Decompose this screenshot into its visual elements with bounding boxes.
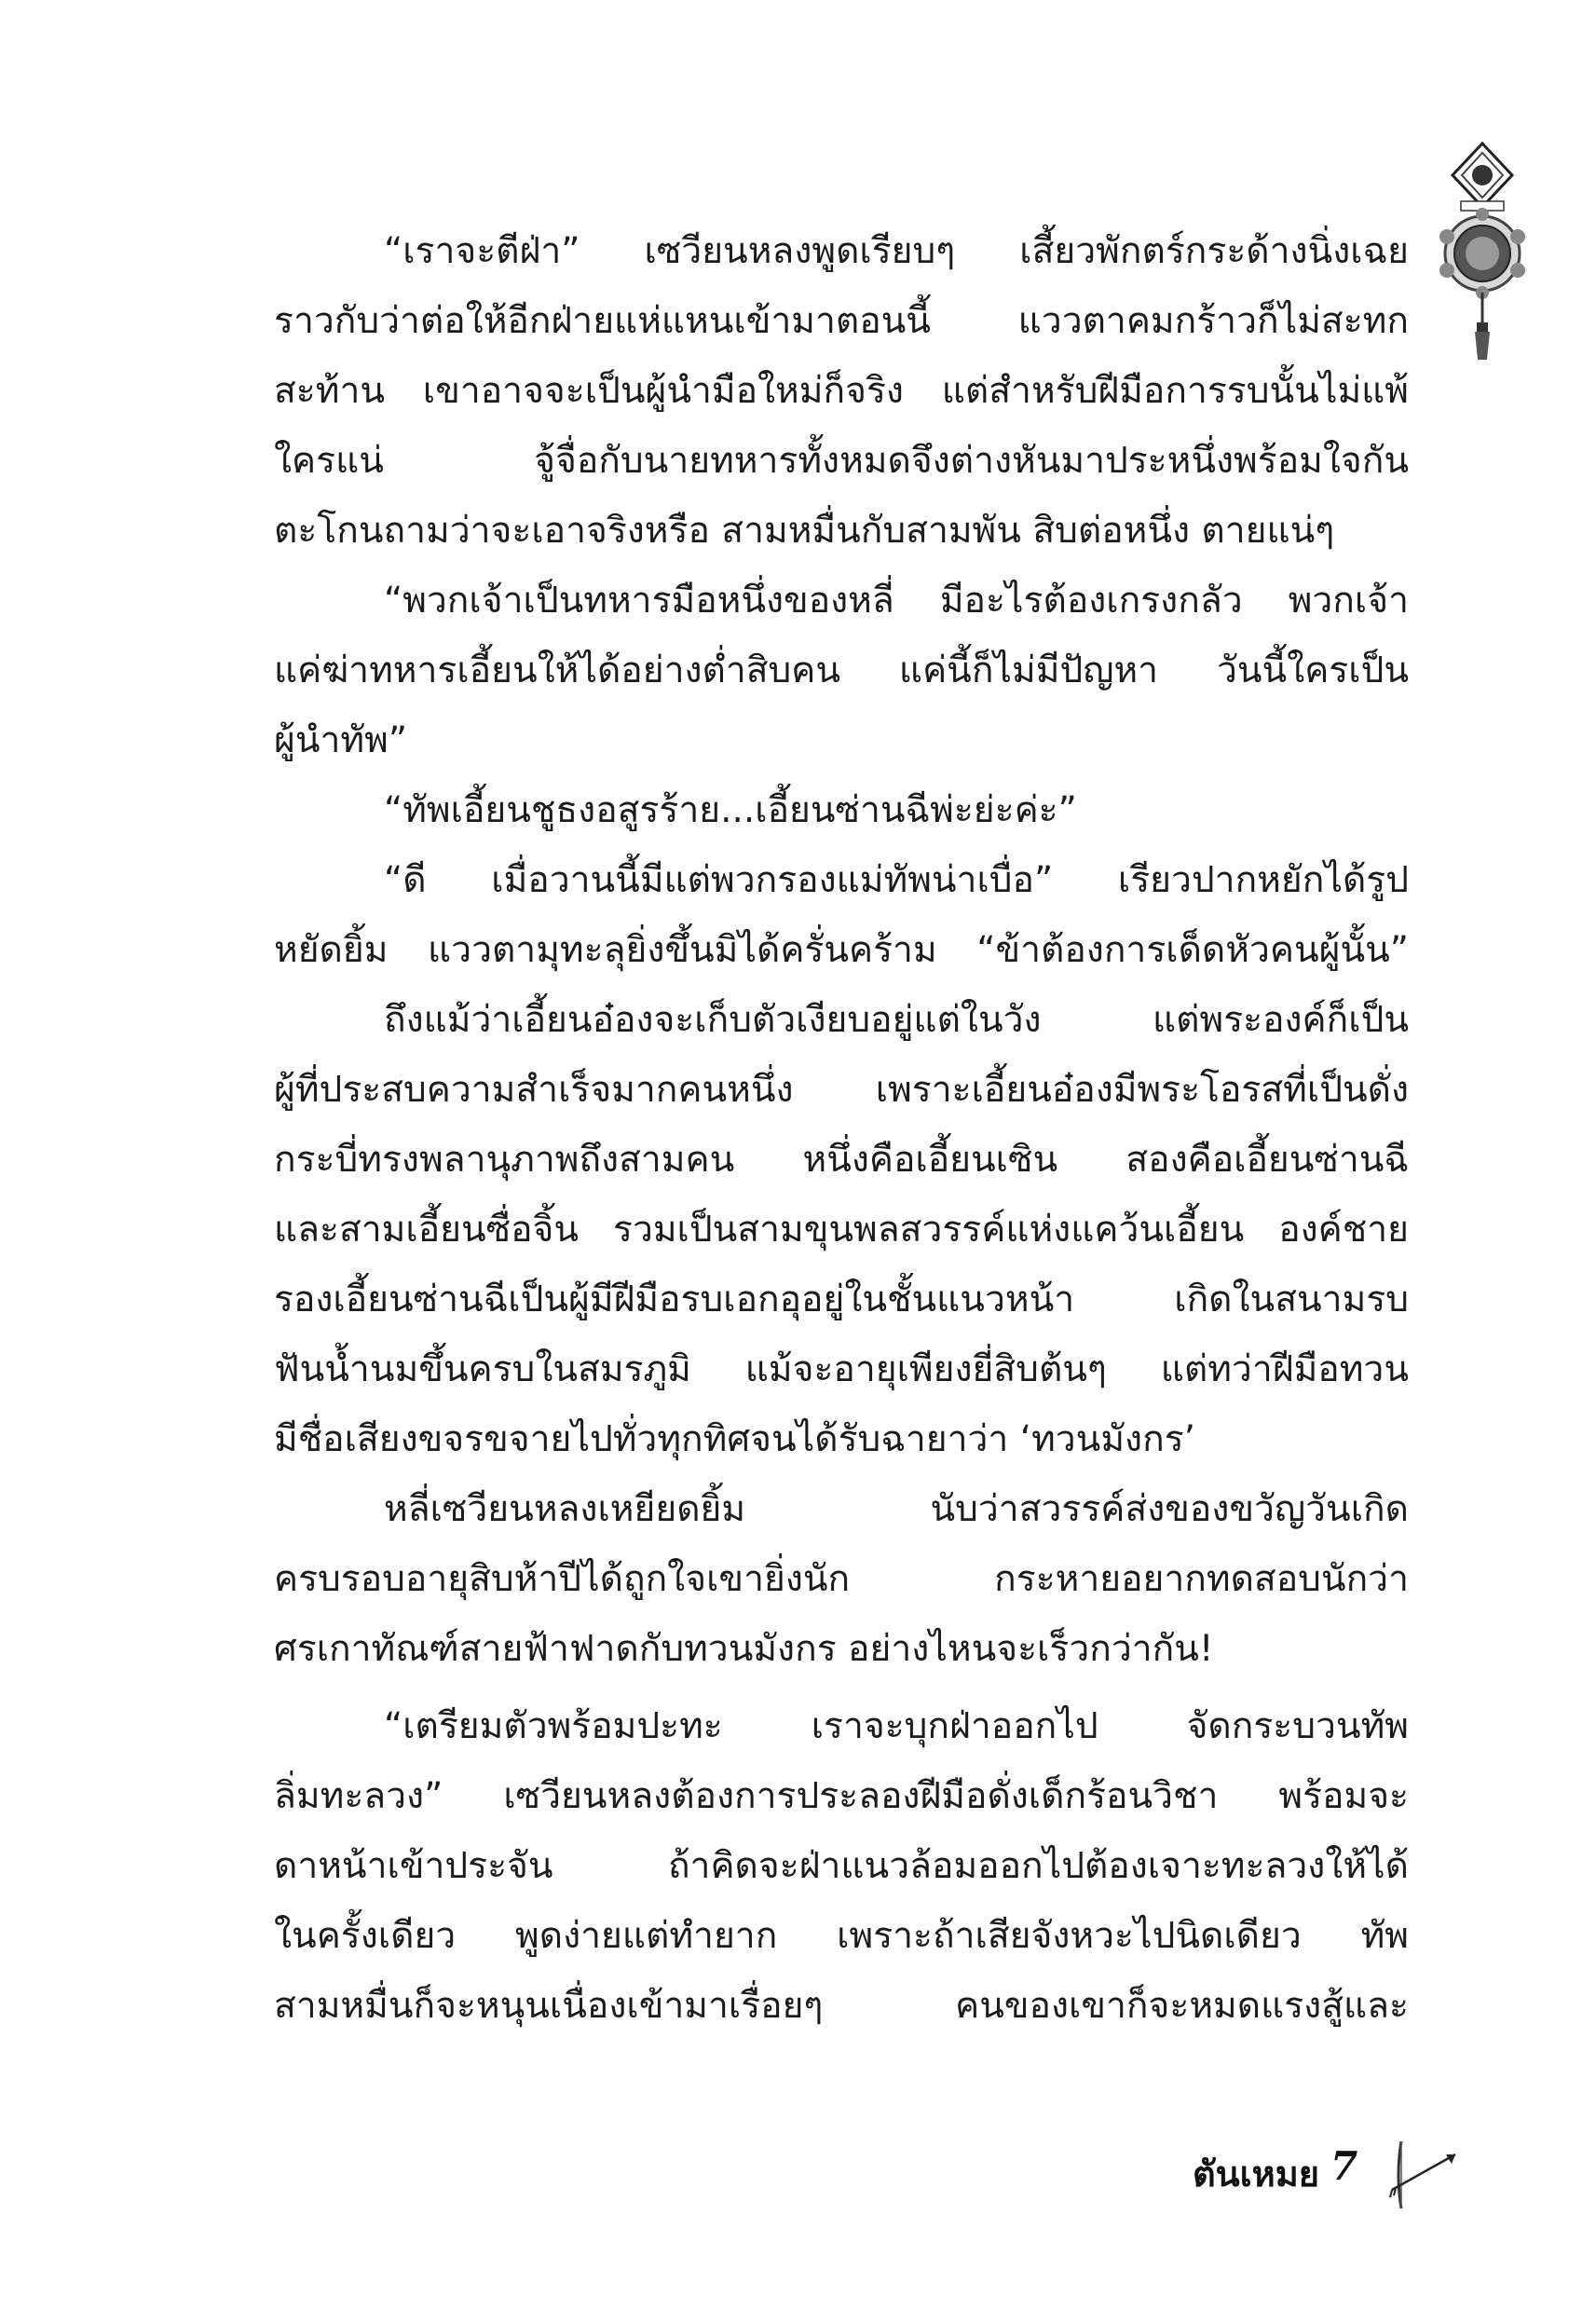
text-line: และสามเอี้ยนซื่อจิ้น รวมเป็นสามขุนพลสวรรค์แห่งแคว้นเอี้ยน องค์ชาย [274,1209,1409,1251]
text-line: ศรเกาทัณฑ์สายฟ้าฟาดกับทวนมังกร อย่างไหนจะเร็วกว่ากัน! [274,1628,1214,1670]
text-line: ผู้ที่ประสบความสำเร็จมากคนหนึ่ง เพราะเอี้ยนอ๋องมีพระโอรสที่เป็นดั่ง [274,1069,1409,1111]
text-line: หยัดยิ้ม แววตามุทะลุยิ่งขึ้นมิได้ครั่นคร้าม “ข้าต้องการเด็ดหัวคนผู้นั้น” [274,929,1409,971]
text-line: แค่ฆ่าทหารเอี้ยนให้ได้อย่างต่ำสิบคน แค่นี้ก็ไม่มีปัญหา วันนี้ใครเป็น [274,650,1409,691]
text-line: กระบี่ทรงพลานุภาพถึงสามคน หนึ่งคือเอี้ยนเซิน สองคือเอี้ยนซ่านฉี [274,1139,1409,1181]
text-line: “เตรียมตัวพร้อมปะทะ เราจะบุกฝ่าออกไป จัดกระบวนทัพ [384,1705,1409,1747]
text-line: ผู้นำทัพ” [274,719,408,761]
text-line: ดาหน้าเข้าประจัน ถ้าคิดจะฝ่าแนวล้อมออกไปต้องเจาะทะลวงให้ได้ [274,1845,1409,1887]
page-body-text [274,216,1409,2041]
text-line: “ทัพเอี้ยนชูธงอสูรร้าย...เอี้ยนซ่านฉีพ่ะย่ะค่ะ” [384,789,1077,831]
text-line: ตะโกนถามว่าจะเอาจริงหรือ สามหมื่นกับสามพัน สิบต่อหนึ่ง ตายแน่ๆ [274,510,1335,552]
text-line: “ดี เมื่อวานนี้มีแต่พวกรองแม่ทัพน่าเบื่อ” เรียวปากหยักได้รูป [384,859,1409,901]
page-footer [1193,2134,1472,2218]
page-number: 7 [1330,2143,1358,2189]
text-line: ครบรอบอายุสิบห้าปีได้ถูกใจเขายิ่งนัก กระหายอยากทดสอบนักว่า [274,1558,1409,1600]
text-line: มีชื่อเสียงขจรขจายไปทั่วทุกทิศจนได้รับฉายาว่า ‘ทวนมังกร’ [274,1418,1196,1460]
book-title: ตันเหมย [1193,2153,1320,2195]
text-line: ในครั้งเดียว พูดง่ายแต่ทำยาก เพราะถ้าเสียจังหวะไปนิดเดียว ทัพ [274,1915,1409,1957]
text-line: สามหมื่นก็จะหนุนเนื่องเข้ามาเรื่อยๆ คนของเขาก็จะหมดแรงสู้และ [274,1985,1409,2027]
text-line: สะท้าน เขาอาจจะเป็นผู้นำมือใหม่ก็จริง แต่สำหรับฝีมือการรบนั้นไม่แพ้ [274,370,1409,412]
text-line: ลิ่มทะลวง” เซวียนหลงต้องการประลองฝีมือดั่งเด็กร้อนวิชา พร้อมจะ [274,1775,1409,1817]
text-line: ฟันน้ำนมขึ้นครบในสมรภูมิ แม้จะอายุเพียงยี่สิบต้นๆ แต่ทว่าฝีมือทวน [274,1348,1409,1390]
ornament-emblem-icon [1422,140,1543,368]
bow-arrow-icon [1388,2134,1463,2216]
text-line: ถึงแม้ว่าเอี้ยนอ๋องจะเก็บตัวเงียบอยู่แต่ในวัง แต่พระองค์ก็เป็น [384,999,1409,1041]
text-line: ใครแน่ จู้จื่อกับนายทหารทั้งหมดจึงต่างหันมาประหนึ่งพร้อมใจกัน [274,440,1409,482]
text-line: หลี่เซวียนหลงเหยียดยิ้ม นับว่าสวรรค์ส่งของขวัญวันเกิด [384,1488,1409,1530]
text-line: “เราจะตีฝ่า” เซวียนหลงพูดเรียบๆ เสี้ยวพักตร์กระด้างนิ่งเฉย [384,230,1409,272]
text-line: รองเอี้ยนซ่านฉีเป็นผู้มีฝีมือรบเอกอุอยู่ในชั้นแนวหน้า เกิดในสนามรบ [274,1279,1409,1320]
text-line: ราวกับว่าต่อให้อีกฝ่ายแห่แหนเข้ามาตอนนี้ แววตาคมกร้าวก็ไม่สะทก [274,300,1409,342]
text-line: “พวกเจ้าเป็นทหารมือหนึ่งของหลี่ มีอะไรต้องเกรงกลัว พวกเจ้า [384,580,1409,622]
